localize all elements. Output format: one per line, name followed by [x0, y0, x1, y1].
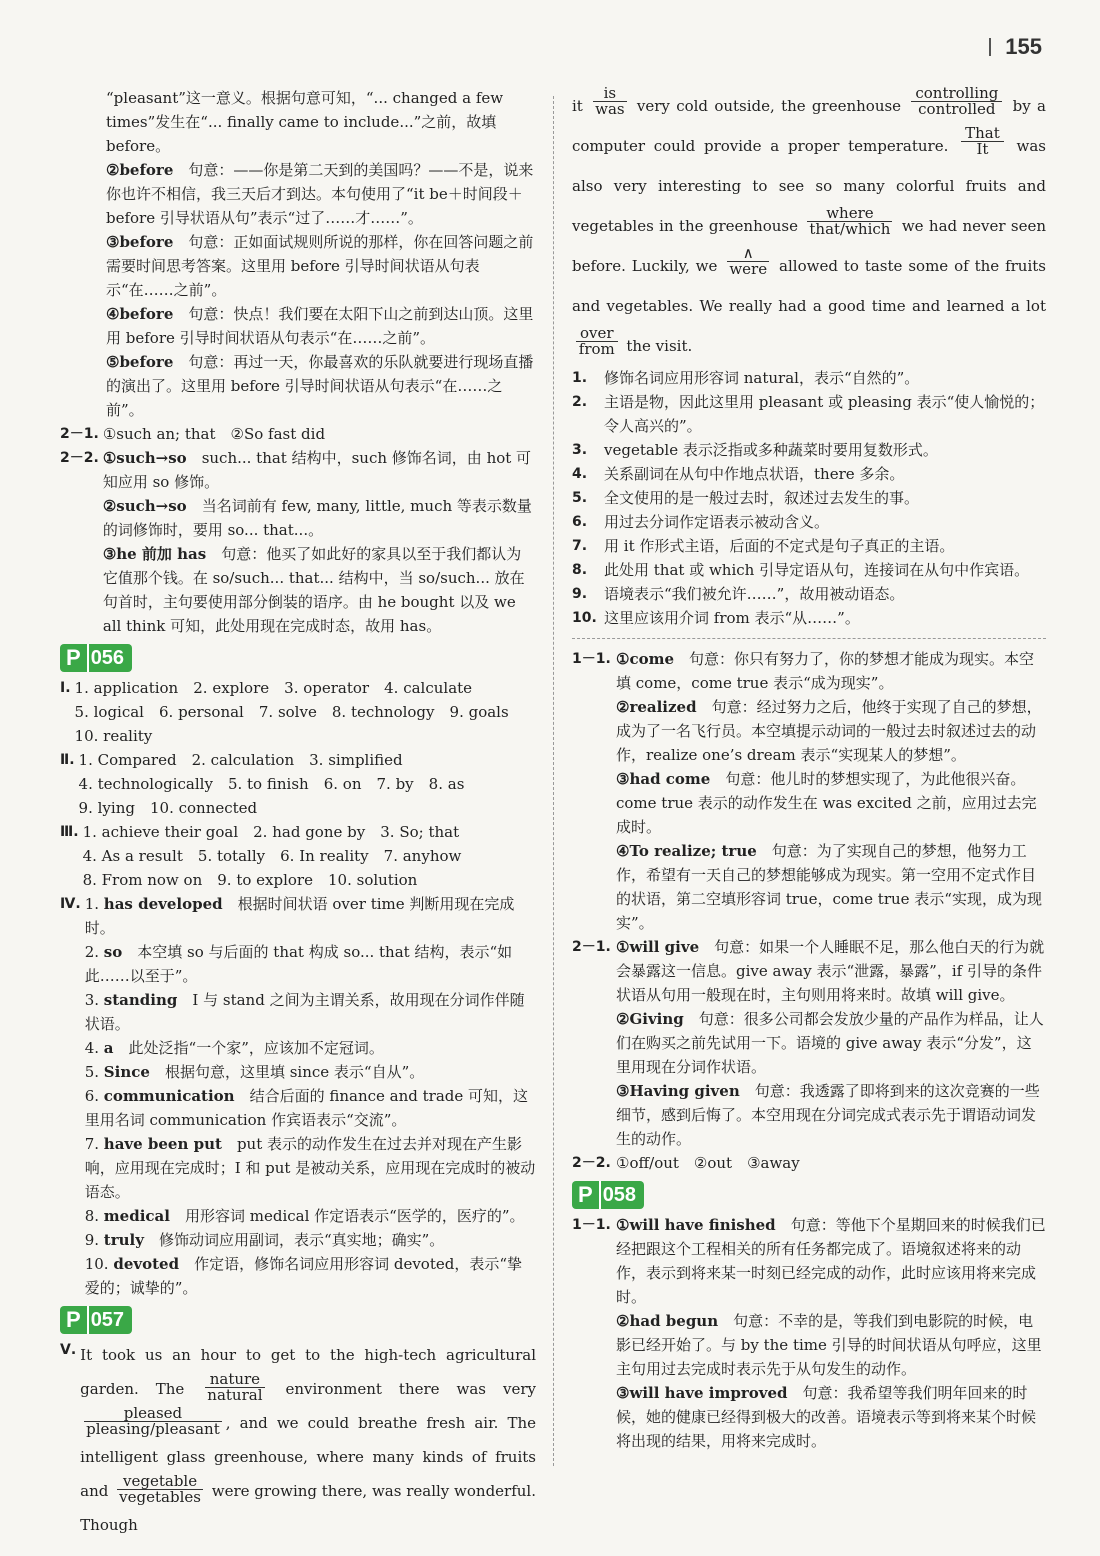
answer-item: ②realized 句意：经过努力之后，他终于实现了自己的梦想，成为了一名飞行员。本空填提示动词的一般过去时叙述过去的动作，realize one’s dream 表示“实现某人的梦想”。	[616, 698, 1042, 764]
note-item: 2. 主语是物，因此这里用 pleasant 或 pleasing 表示“使人愉悦的；令人高兴的”。	[572, 393, 1045, 435]
section-056-part-1: Ⅰ. 1. application 2. explore 3. operator 4. calculate 5. logical 6. personal 7. solve 8. technology 9. goals 10. reality	[60, 679, 509, 745]
answer-item: ①come 句意：你只有努力了，你的梦想才能成为现实。本空填 come，come true 表示“成为现实”。	[616, 650, 1035, 692]
answer-item: 6. communication 结合后面的 finance and trade 可知，这里用名词 communication 作宾语表示“交流”。	[84, 1087, 529, 1129]
section-056-part-4: Ⅳ. 1. has developed 根据时间状语 over time 判断用现在完成时。 2. so 本空填 so 与后面的 that 构成 so... that 结构，表示“如此……以至于”。 3. standing I 与 stand 之间为主谓关系，故用现在分词作伴随状语。 4. a 此处泛指“一个家”，应该加不定冠词。 5. Since 根据句意，这里填 since 表示“自从”。 6. communication 结合后面的 finance and trade 可知，这里用名词 communication 作宾语表示“交流”。 7. have been put put 表示的动作发生在过去并对现在产生影响，应用现在完成时；I 和 put 是被动关系，应用现在完成时的被动语态。 8. medical 用形容词 medical 作定语表示“医学的，医疗的”。 9. truly 修饰动词应用副词，表示“真实地；确实”。 10. devoted 作定语，修饰名词应用形容词 devoted，表示“挚爱的；诚挚的”。	[60, 892, 536, 1300]
answer-item: 4. a 此处泛指“一个家”，应该加不定冠词。	[84, 1039, 384, 1057]
correction-passage: It took us an hour to get to the high-tech agricultural garden. The nature natural environment there was very pleased pleasing/pleasant , and we could breathe fresh air. The intelligent glass greenhouse, where many kinds of fruits and vegetable vegetables were growing there, was really wonderful. Though	[80, 1346, 537, 1534]
section-058-badge: P 058	[572, 1181, 644, 1209]
section-separator	[572, 638, 1046, 639]
note-item: 8. 此处用 that 或 which 引导定语从句，连接词在从句中作宾语。	[572, 561, 1030, 579]
note-item: 9. 语境表示“我们被允许……”，故用被动语态。	[572, 585, 905, 603]
note-item: 1. 修饰名词应用形容词 natural，表示“自然的”。	[572, 369, 920, 387]
note-item: ②before 句意：——你是第二天到的美国吗？——不是，说来你也许不相信，我三天后才到达。本句使用了“it be＋时间段＋before 引导状语从句”表示“过了……才……”。	[106, 161, 534, 227]
note-item: 4. 关系副词在从句中作地点状语，there 多余。	[572, 465, 905, 483]
answer-item: ②such→so 当名词前有 few, many, little, much 等表示数量的词修饰时，要用 so... that...。	[102, 497, 532, 539]
note-item: 3. vegetable 表示泛指或多种蔬菜时要用复数形式。	[572, 441, 938, 459]
question-2-1: 2－1. ①such an; that ②So fast did	[60, 425, 326, 443]
correction-blank: nature natural	[207, 1370, 263, 1404]
answer-item: ①such→so such... that 结构中，such 修饰名词，由 hot 可知应用 so 修饰。	[102, 449, 532, 491]
correction-blank: is was	[595, 84, 625, 118]
section-056-part-3: Ⅲ. 1. achieve their goal 2. had gone by 3. So; that 4. As a result 5. totally 6. In reality 7. anyhow 8. From now on 9. to explore 10. solution	[60, 823, 462, 889]
correction-blank: controlling controlled	[911, 86, 1002, 117]
right-column	[572, 86, 1046, 1453]
correction-passage-cont: it is was very cold outside, the greenhouse controlling controlled by a computer could provide a proper temperature. That It was also very interesting to see so many colorful fruits and vegetables in the greenhouse where that/which we had never seen before. Luckily, we ∧ were allowed to taste some of the fruits and vegetables. We really had a good time and learned a lot over from the visit.	[572, 84, 1047, 358]
note-item: ③before 句意：正如面试规则所说的那样，你在回答问题之前需要时间思考答案。这里用 before 引导时间状语从句表示“在……之前”。	[106, 233, 534, 299]
intro-text: “pleasant”这一意义。根据句意可知，“... changed a few times”发生在“... finally came to include...”之前，故填before。	[106, 89, 504, 155]
page-number: 155	[989, 34, 1042, 60]
question-1-1: 1－1. ①come 句意：你只有努力了，你的梦想才能成为现实。本空填 come，come true 表示“成为现实”。 ②realized 句意：经过努力之后，他终于实现了自己的梦想，成为了一名飞行员。本空填提示动词的一般过去时叙述过去的动作，realize one’s dream 表示“实现某人的梦想”。 ③had come 句意：他儿时的梦想实现了，为此他很兴奋。come true 表示的动作发生在 was excited 之前，应用过去完成时。 ④To realize; true 句意：为了实现自己的梦想，他努力工作，希望有一天自己的梦想能够成为现实。第一空用不定式作目的状语，第二空填形容词 true，come true 表示“实现，成为现实”。	[572, 647, 1046, 935]
note-item: 10. 这里应该用介词 from 表示“从……”。	[572, 609, 860, 627]
question-058-1-1: 1－1. ①will have finished 句意：等他下个星期回来的时候我们已经把跟这个工程相关的所有任务都完成了。语境叙述将来的动作，表示到将来某一时刻已经完成的动作，此时应该用将来完成时。 ②had begun 句意：不幸的是，等我们到电影院的时候，电影已经开始了。与 by the time 引导的时间状语从句呼应，这里主句用过去完成时表示先于从句发生的动作。 ③will have improved 句意：我希望等我们明年回来的时候，她的健康已经得到极大的改善。语境表示等到将来某个时候将出现的结果，用将来完成时。	[572, 1213, 1046, 1453]
notes-before	[60, 158, 536, 422]
question-2-2: 2－2. ①such→so such... that 结构中，such 修饰名词，由 hot 可知应用 so 修饰。 ②such→so 当名词前有 few, many, little, much 等表示数量的词修饰时，要用 so... that...。 ③he 前加 has 句意：他买了如此好的家具以至于我们都认为它值那个钱。在 so/such... that... 结构中，当 so/such... 放在句首时，主句要使用部分倒装的语序。由 he bought 以及 we all think 可知，此处用现在完成时态，故用 has。	[60, 446, 536, 638]
question-2-2-right: 2－2. ①off/out ②out ③away	[572, 1154, 800, 1172]
answer-item: ③had come 句意：他儿时的梦想实现了，为此他很兴奋。come true 表示的动作发生在 was excited 之前，应用过去完成时。	[616, 770, 1037, 836]
answer-item: ①will give 句意：如果一个人睡眠不足，那么他白天的行为就会暴露这一信息。give away 表示“泄露，暴露”，if 引导的条件状语从句用一般现在时，主句则用将来时。故填 will give。	[616, 938, 1045, 1004]
section-057-badge: P 057	[60, 1306, 132, 1334]
answer-item: 1. has developed 根据时间状语 over time 判断用现在完成时。	[84, 895, 515, 937]
correction-blank: where that/which	[809, 204, 891, 238]
correction-blank: over from	[576, 326, 618, 357]
answer-item: ④To realize; true 句意：为了实现自己的梦想，他努力工作，希望有一天自己的梦想能够成为现实。第一空用不定式作目的状语，第二空填形容词 true，come true 表示“实现，成为现实”。	[616, 842, 1042, 932]
question-2-1-right: 2－1. ①will give 句意：如果一个人睡眠不足，那么他白天的行为就会暴露这一信息。give away 表示“泄露，暴露”，if 引导的条件状语从句用一般现在时，主句则用将来时。故填 will give。 ②Giving 句意：很多公司都会发放少量的产品作为样品，让人们在购买之前先试用一下。语境的 give away 表示“分发”，这里用现在分词作状语。 ③Having given 句意：我透露了即将到来的这次竞赛的一些细节，感到后悔了。本空用现在分词完成式表示先于谓语动词发生的动作。	[572, 935, 1046, 1151]
answer-item: ②Giving 句意：很多公司都会发放少量的产品作为样品，让人们在购买之前先试用一下。语境的 give away 表示“分发”，这里用现在分词作状语。	[616, 1010, 1044, 1076]
note-item: ④before 句意：快点！我们要在太阳下山之前到达山顶。这里用 before 引导时间状语从句表示“在……之前”。	[106, 305, 534, 347]
answer-item: 9. truly 修饰动词应用副词，表示“真实地；确实”。	[84, 1231, 445, 1249]
section-056-part-2: Ⅱ. 1. Compared 2. calculation 3. simplified 4. technologically 5. to finish 6. on 7. by 8. as 9. lying 10. connected	[60, 751, 465, 817]
answer-item: ①will have finished 句意：等他下个星期回来的时候我们已经把跟这个工程相关的所有任务都完成了。语境叙述将来的动作，表示到将来某一时刻已经完成的动作，此时应该用将来完成时。	[616, 1216, 1046, 1306]
left-column	[60, 86, 536, 1542]
correction-blank: pleased pleasing/pleasant	[86, 1404, 220, 1438]
answer-item: ③he 前加 has 句意：他买了如此好的家具以至于我们都认为它值那个钱。在 so/such... that... 结构中，当 so/such... 放在句首时，主句要使用部分倒装的语序。由 he bought 以及 we all think 可知，此处用现在完成时态，故用 has。	[102, 545, 525, 635]
correction-blank: That It	[961, 126, 1004, 157]
section-057-part-5: Ⅴ. It took us an hour to get to the high-tech agricultural garden. The nature natural environment there was very pleased pleasing/pleasant , and we could breathe fresh air. The intelligent glass greenhouse, where many kinds of fruits and vegetable vegetables were growing there, was really wonderful. Though	[60, 1338, 536, 1542]
answer-item: 10. devoted 作定语，修饰名词应用形容词 devoted，表示“挚爱的；诚挚的”。	[84, 1255, 523, 1297]
answer-item: ②had begun 句意：不幸的是，等我们到电影院的时候，电影已经开始了。与 by the time 引导的时间状语从句呼应，这里主句用过去完成时表示先于从句发生的动作。	[616, 1312, 1042, 1378]
answer-item: ③will have improved 句意：我希望等我们明年回来的时候，她的健康已经得到极大的改善。语境表示等到将来某个时候将出现的结果，用将来完成时。	[616, 1384, 1037, 1450]
section-056-badge: P 056	[60, 644, 132, 672]
answer-item: 8. medical 用形容词 medical 作定语表示“医学的，医疗的”。	[84, 1207, 525, 1225]
correction-blank: ∧ were	[729, 244, 768, 278]
correction-notes	[572, 366, 1046, 630]
note-item: 6. 用过去分词作定语表示被动含义。	[572, 513, 830, 531]
answer-item: 2. so 本空填 so 与后面的 that 构成 so... that 结构，表示“如此……以至于”。	[84, 943, 513, 985]
note-item: ⑤before 句意：再过一天，你最喜欢的乐队就要进行现场直播的演出了。这里用 before 引导时间状语从句表示“在……之前”。	[106, 353, 534, 419]
column-divider	[553, 96, 554, 1466]
correction-blank: vegetable vegetables	[119, 1472, 201, 1506]
answer-item: ③Having given 句意：我透露了即将到来的这次竞赛的一些细节，感到后悔了。本空用现在分词完成式表示先于谓语动词发生的动作。	[616, 1082, 1040, 1148]
answer-item: 7. have been put put 表示的动作发生在过去并对现在产生影响，应用现在完成时；I 和 put 是被动关系，应用现在完成时的被动语态。	[84, 1135, 536, 1201]
answer-item: 3. standing I 与 stand 之间为主谓关系，故用现在分词作伴随状语。	[84, 991, 525, 1033]
note-item: 5. 全文使用的是一般过去时，叙述过去发生的事。	[572, 489, 920, 507]
answer-item: 5. Since 根据句意，这里填 since 表示“自从”。	[84, 1063, 425, 1081]
note-item: 7. 用 it 作形式主语，后面的不定式是句子真正的主语。	[572, 537, 955, 555]
